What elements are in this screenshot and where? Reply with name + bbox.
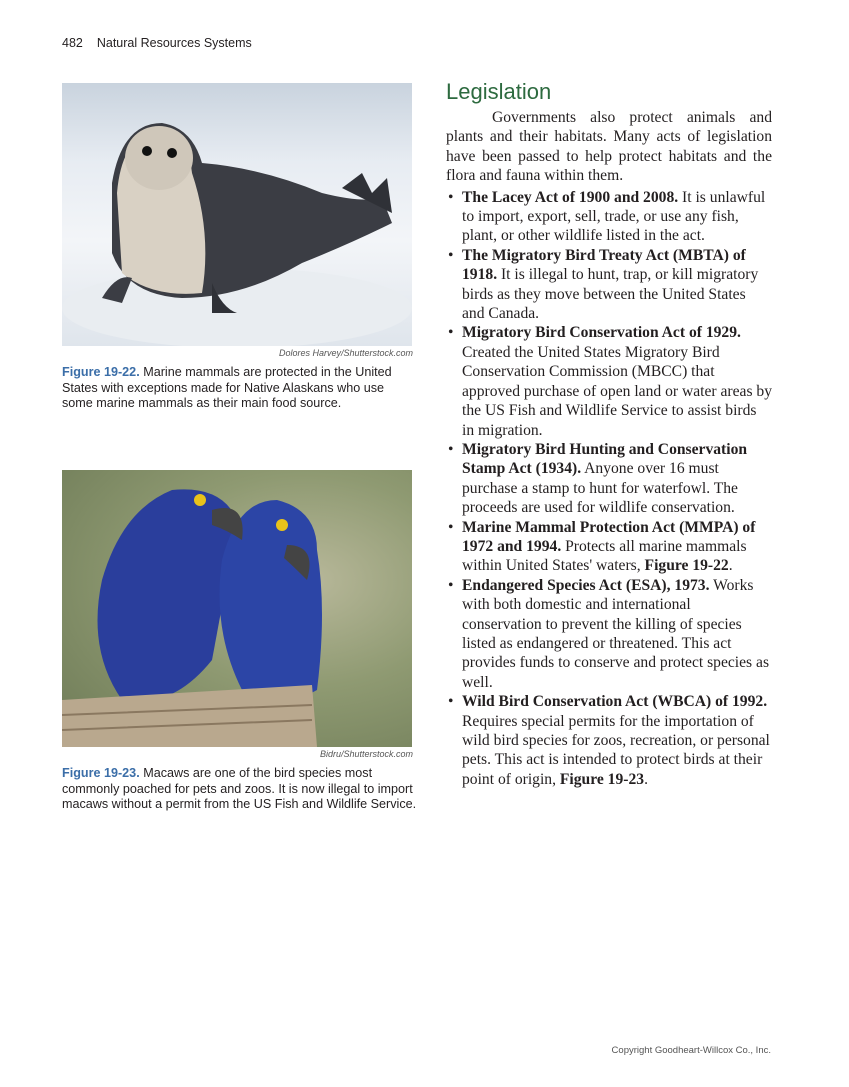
figure-caption	[62, 365, 417, 412]
legislation-list	[446, 188, 772, 790]
list-item: • Migratory Bird Conservation Act of 1929. Created the United States Migratory Bird Conservation Commission (MBCC) that approved purchase of open land or water areas by the US Fish and Wildlife Service to assist birds in migration.	[446, 323, 772, 439]
list-item: • Endangered Species Act (ESA), 1973. Works with both domestic and international conservation to prevent the killing of species listed as endangered or threatened. This act provides funds to conserve and protect species as well.	[446, 576, 772, 692]
copyright-footer: Copyright Goodheart-Willcox Co., Inc.	[611, 1045, 771, 1056]
article	[446, 78, 772, 789]
figure-caption	[62, 766, 417, 813]
page-number: 482	[62, 36, 83, 50]
photo-credit: Dolores Harvey/Shutterstock.com	[278, 348, 413, 358]
figure-reference: Figure 19-23	[559, 770, 645, 788]
macaws-photo	[62, 470, 412, 747]
list-item: • The Migratory Bird Treaty Act (MBTA) of 1918. It is illegal to hunt, trap, or kill migratory birds as they move between the United States and Canada.	[446, 246, 772, 324]
section-heading: Legislation	[446, 79, 552, 104]
intro-paragraph: Governments also protect animals and plants and their habitats. Many acts of legislation have been passed to help protect habitats and the flora and fauna within them.	[446, 109, 772, 185]
list-item: • Wild Bird Conservation Act (WBCA) of 1992. Requires special permits for the importation of wild bird species for zoos, recreation, or personal pets. This act is intended to protect birds at their point of origin, Figure 19-23.	[446, 692, 772, 789]
section-title: Natural Resources Systems	[96, 36, 252, 50]
caption-text: Macaws are one of the bird species most commonly poached for pets and zoos. It is now illegal to import macaws without a permit from the US Fish and Wildlife Service.	[62, 766, 417, 811]
harp-seal-photo	[62, 83, 412, 346]
running-header	[62, 36, 266, 50]
caption-text: Marine mammals are protected in the United States with exceptions made for Native Alaskans who use some marine mammals as their main food source.	[62, 365, 392, 410]
list-item: • Marine Mammal Protection Act (MMPA) of 1972 and 1994. Protects all marine mammals within United States' waters, Figure 19-22.	[446, 518, 772, 576]
figure-label: Figure 19-23.	[62, 766, 140, 780]
list-item: • Migratory Bird Hunting and Conservation Stamp Act (1934). Anyone over 16 must purchase a stamp to hunt for waterfowl. The proceeds are used for wildlife conservation.	[446, 440, 772, 518]
list-item: • The Lacey Act of 1900 and 2008. It is unlawful to import, export, sell, trade, or use any fish, plant, or other wildlife listed in the act.	[446, 188, 772, 246]
figure-label: Figure 19-22.	[62, 365, 140, 379]
photo-credit: Bidru/Shutterstock.com	[319, 749, 413, 759]
figure-reference: Figure 19-22	[644, 557, 729, 575]
